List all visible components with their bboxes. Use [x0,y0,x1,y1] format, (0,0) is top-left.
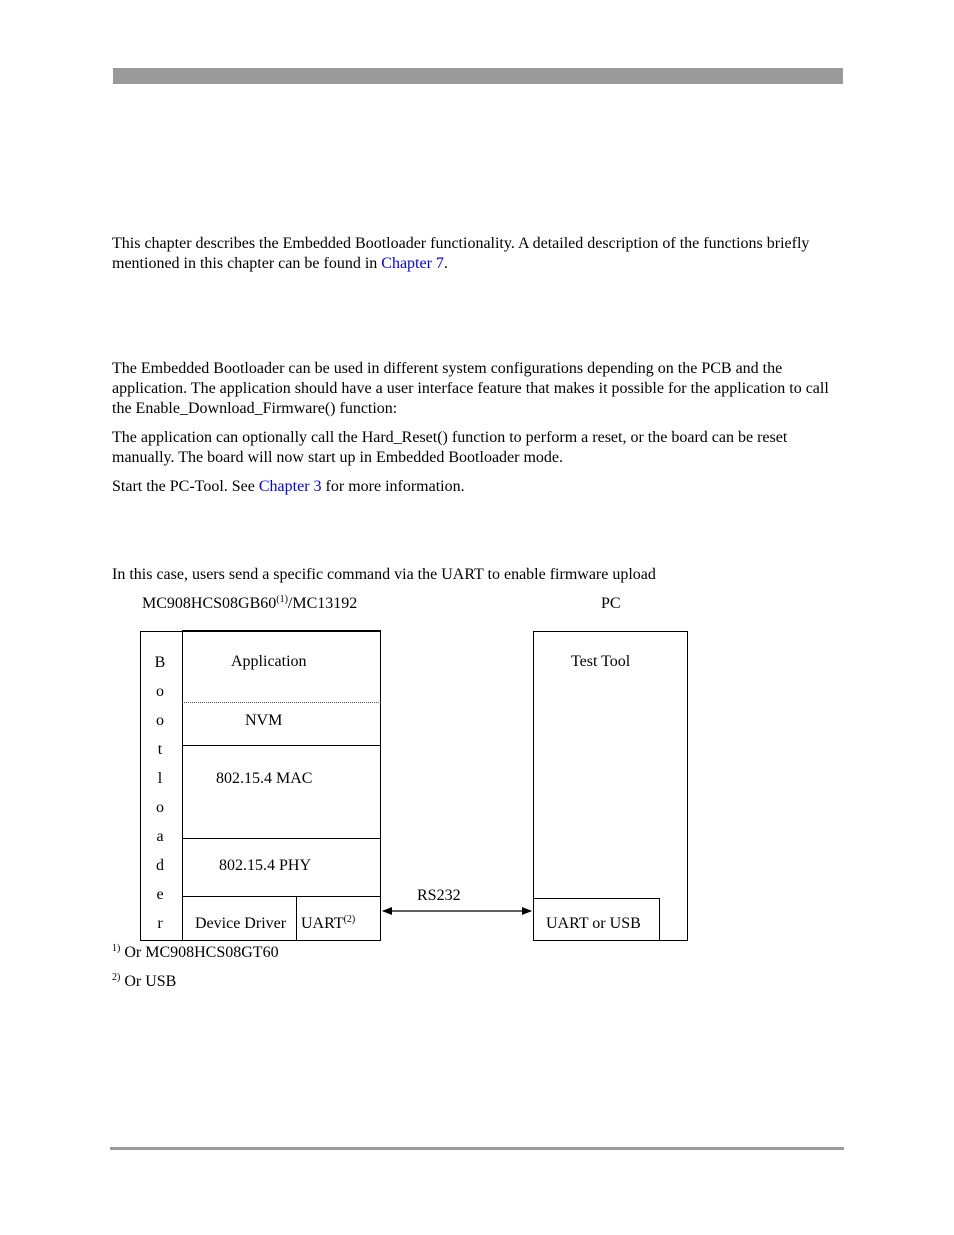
bootloader-letter: t [157,741,163,758]
intro-text-end: . [443,255,448,272]
pc-label: PC [601,595,621,612]
rs232-double-arrow [381,904,533,918]
footnote-2 [112,972,176,992]
uart-label [301,914,355,934]
chapter-3-link[interactable]: Chapter 3 [258,478,322,495]
nvm-layer-label: NVM [245,712,283,729]
bootloader-letter: e [156,886,164,903]
test-tool-label: Test Tool [571,653,631,670]
footnote-2-text: Or USB [120,973,177,990]
device-driver-label: Device Driver [195,915,287,932]
phy-layer-label: 802.15.4 PHY [219,857,312,874]
pc-box [533,631,688,941]
device-top-edge [182,630,381,632]
footnote-1-text: Or MC908HCS08GT60 [120,944,279,961]
uart-label-text: UART [301,915,344,932]
bootloader-divider [182,631,183,941]
bootloader-letter: B [154,654,166,671]
bootloader-letter: d [156,857,164,874]
footnote-1-marker: 1) [112,943,121,954]
footnote-1 [112,943,279,963]
pc-tool-text: Start the PC-Tool. See [112,478,259,495]
uart-case-paragraph: In this case, users send a specific command via the UART to enable firmware upload [112,566,656,583]
pc-tool-text-end: for more information. [321,478,465,495]
config-paragraph-2: The application can optionally call the Hard_Reset() function to perform a reset, or the board can be reset manually. The board will now start up in Embedded Bootloader mode. [112,429,788,466]
footer-rule [110,1147,844,1150]
bootloader-letter: o [156,712,164,729]
device-label [142,594,357,614]
bootloader-letter: r [157,915,163,932]
bootloader-letter: o [156,683,164,700]
driver-uart-divider [296,896,297,941]
intro-paragraph [112,234,847,274]
mac-layer-label: 802.15.4 MAC [216,770,313,787]
phy-driver-divider [182,896,381,897]
header-bar [113,68,843,84]
uart-footnote-ref: (2) [343,914,356,925]
bootloader-letter: a [156,828,164,845]
footnote-2-marker: 2) [112,972,121,983]
bootloader-letter: l [157,770,163,787]
chapter-7-link[interactable]: Chapter 7 [381,255,444,272]
app-nvm-divider [182,702,381,703]
config-paragraph-3 [112,477,847,497]
config-paragraph-1: The Embedded Bootloader can be used in different system configurations depending on the PCB and the application. The application should have a user interface feature that makes it possible for the application to call the Enable_Download_Firmware() function: [112,360,829,417]
device-label-suffix: /MC13192 [287,595,358,612]
uart-or-usb-label: UART or USB [546,915,641,932]
application-layer-label: Application [231,653,307,670]
device-label-main: MC908HCS08GB60 [142,595,277,612]
rs232-label: RS232 [417,887,461,904]
intro-text: This chapter describes the Embedded Bootloader functionality. A detailed description of the functions briefly mentioned in this chapter can be found in [112,235,810,272]
bootloader-letter: o [156,799,164,816]
device-footnote-ref: (1) [276,594,288,605]
mac-phy-divider [182,838,381,839]
nvm-mac-divider [182,745,381,746]
